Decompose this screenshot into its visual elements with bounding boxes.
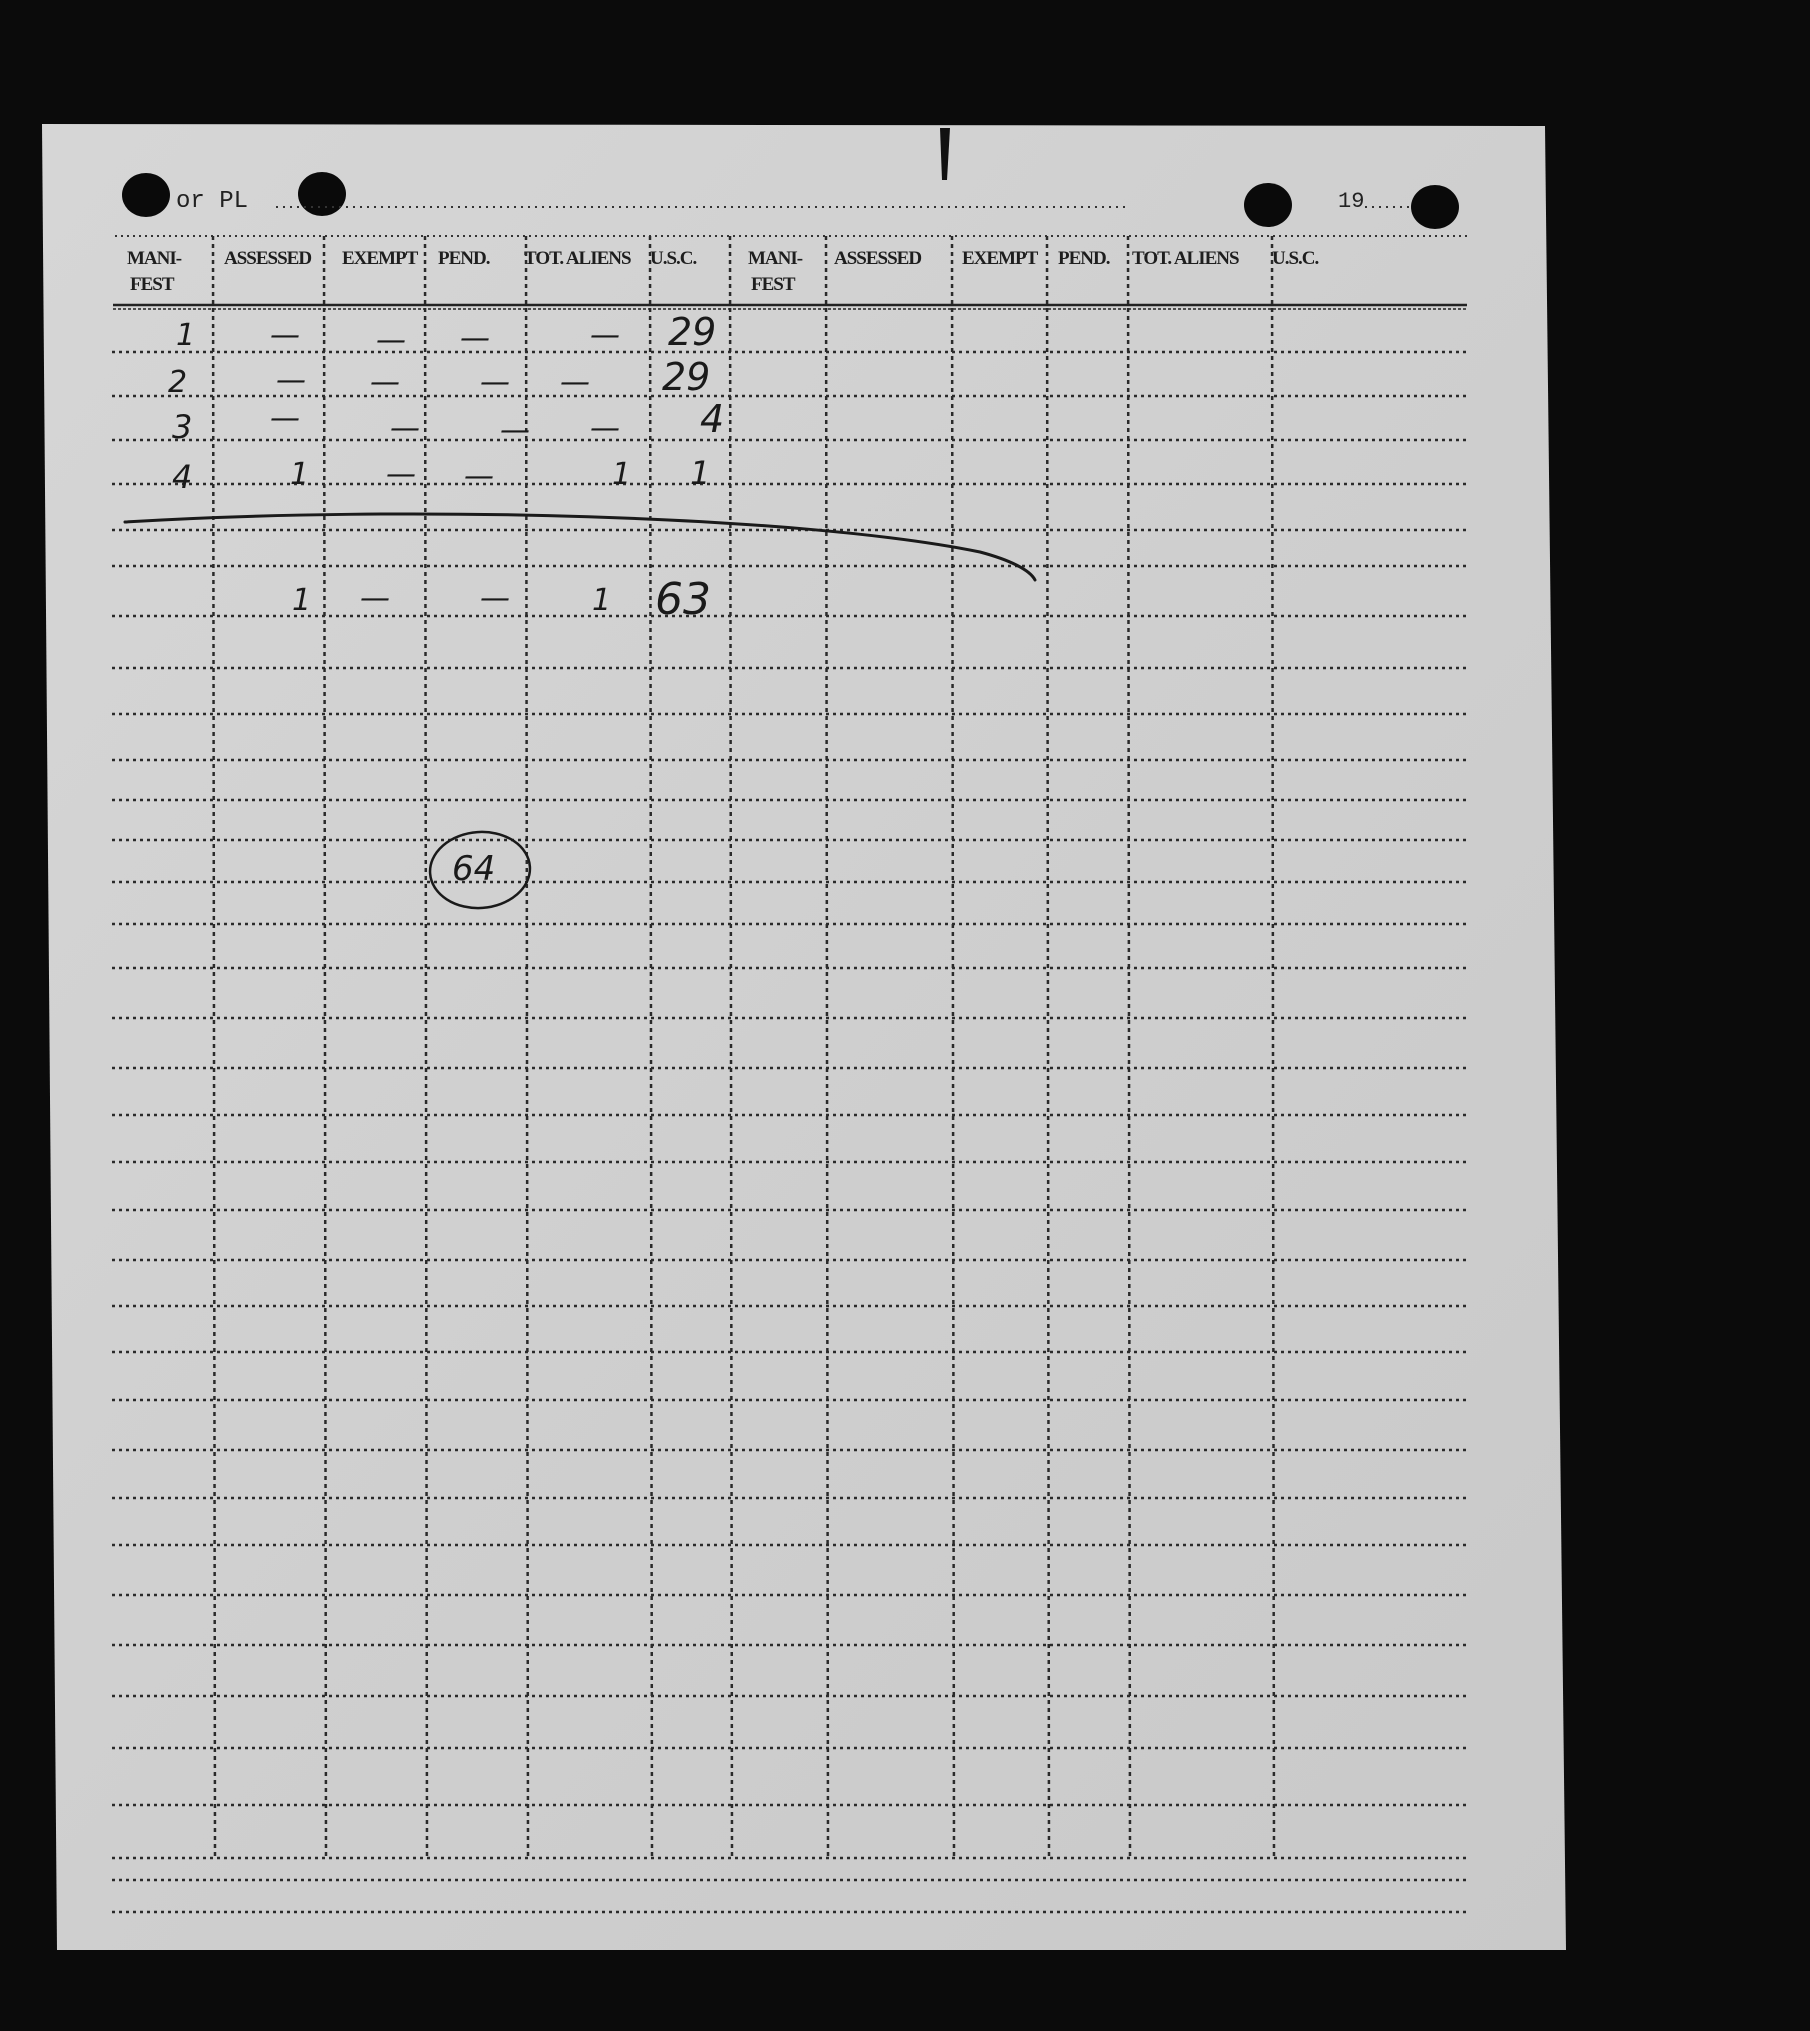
pend-value: — — [460, 321, 490, 356]
total-tot-aliens: 1 — [592, 583, 612, 618]
header-assessed: ASSESSED — [224, 248, 312, 269]
header-pend: PEND. — [438, 248, 490, 269]
circled-total-value: 64 — [452, 849, 496, 889]
total-assessed: 1 — [292, 583, 312, 618]
year-label: 19 — [1338, 189, 1365, 214]
header-manifest-2: FEST — [751, 274, 795, 295]
manifest-number: 2 — [168, 365, 188, 400]
header-manifest-2: FEST — [130, 274, 174, 295]
exempt-value: — — [386, 457, 416, 492]
exempt-value: — — [370, 365, 400, 400]
pend-value: — — [500, 413, 530, 448]
header-exempt: EXEMPT — [962, 248, 1038, 269]
assessed-value: — — [270, 318, 300, 353]
punch-hole — [122, 173, 170, 217]
manifest-number: 4 — [172, 458, 193, 496]
pend-value: — — [480, 365, 510, 400]
header-tot-aliens: TOT. ALIENS — [1132, 248, 1239, 269]
header-manifest: MANI- — [748, 248, 803, 269]
usc-value: 29 — [668, 310, 717, 354]
punch-hole — [1244, 183, 1292, 227]
header-usc: U.S.C. — [1272, 248, 1319, 269]
tot-aliens-value: 1 — [612, 457, 632, 492]
tot-aliens-value: — — [590, 411, 620, 446]
header-pend: PEND. — [1058, 248, 1110, 269]
usc-value: 29 — [662, 355, 711, 399]
total-usc: 63 — [655, 574, 711, 625]
manifest-number: 1 — [176, 318, 196, 353]
total-exempt: — — [360, 581, 390, 616]
usc-value: 4 — [700, 397, 725, 441]
punch-hole — [298, 172, 346, 216]
usc-value: 1 — [690, 454, 711, 492]
port-line-label: or PL — [176, 188, 249, 215]
assessed-value: — — [276, 363, 306, 398]
pend-value: — — [464, 459, 494, 494]
punch-hole — [1411, 185, 1459, 229]
header-usc: U.S.C. — [650, 248, 697, 269]
assessed-value: — — [270, 401, 300, 436]
tot-aliens-value: — — [560, 365, 590, 400]
exempt-value: — — [390, 411, 420, 446]
header-manifest: MANI- — [127, 248, 182, 269]
header-exempt: EXEMPT — [342, 248, 418, 269]
header-tot-aliens: TOT. ALIENS — [524, 248, 631, 269]
assessed-value: 1 — [290, 457, 310, 492]
exempt-value: — — [376, 323, 406, 358]
manifest-number: 3 — [172, 408, 193, 446]
paper-sheet — [42, 124, 1566, 1950]
header-assessed: ASSESSED — [834, 248, 922, 269]
tot-aliens-value: — — [590, 318, 620, 353]
total-pend: — — [480, 581, 510, 616]
